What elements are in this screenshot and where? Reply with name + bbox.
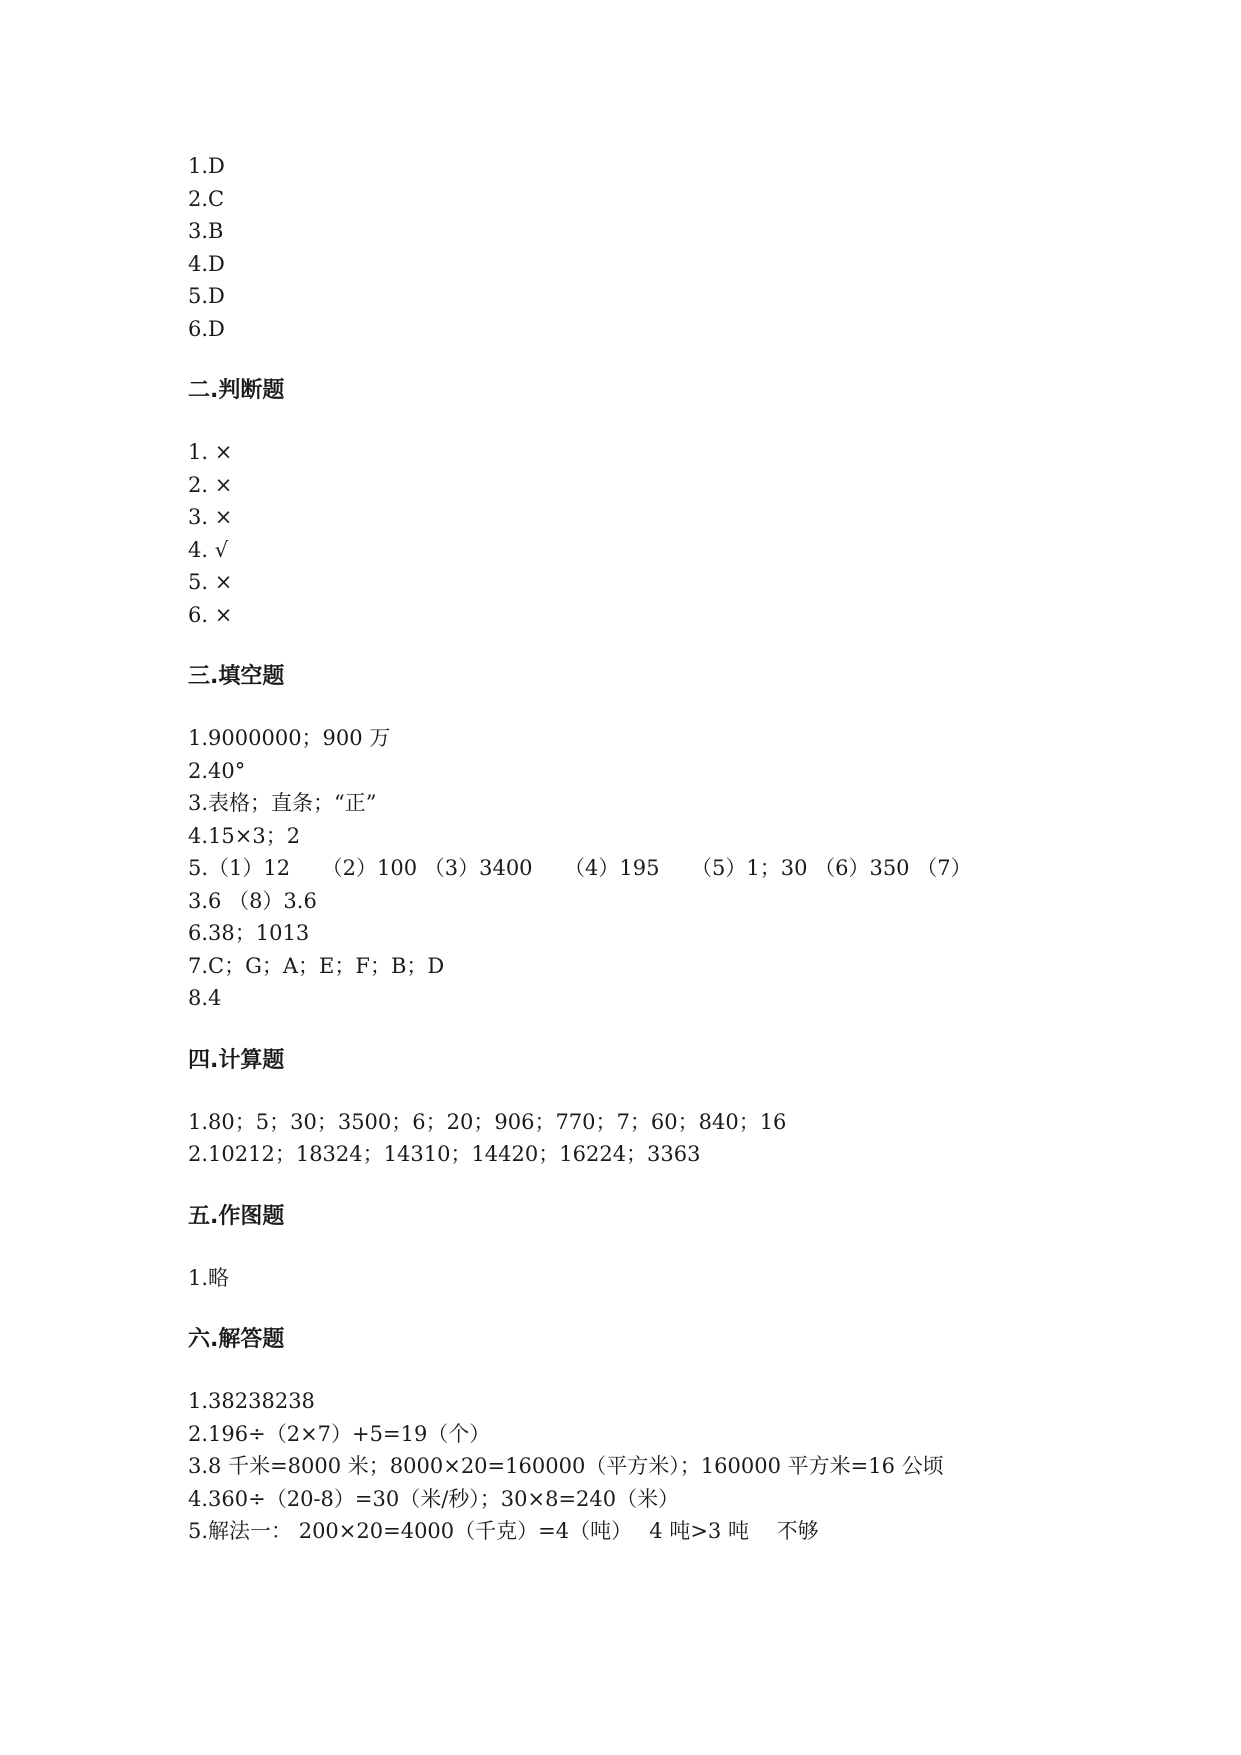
answer-line: 1.9000000；900 万 (188, 726, 391, 750)
answer-line: 6. × (188, 602, 233, 627)
section-judgement (188, 375, 1088, 631)
answer-line: 3.6 （8）3.6 (188, 888, 317, 913)
answer-line: 1.D (188, 154, 225, 178)
answer-line: 6.D (188, 316, 225, 341)
answer-line: 2.196÷（2×7）+5=19（个） (188, 1421, 491, 1446)
answer-line: 2.40° (188, 758, 246, 783)
answer-line: 1.80；5；30；3500；6；20；906；770；7；60；840；16 (188, 1109, 787, 1134)
answer-sheet (188, 150, 1088, 1548)
answer-line: 1.略 (188, 1265, 230, 1290)
answer-line: 2. × (188, 472, 233, 497)
section-heading: 五.作图题 (188, 1203, 285, 1229)
answer-line: 2.10212；18324；14310；14420；16224；3363 (188, 1142, 701, 1166)
section-heading: 六.解答题 (188, 1327, 285, 1352)
answer-line: 4.15×3；2 (188, 823, 301, 848)
section-solutions (188, 1324, 1088, 1548)
answer-line: 8.4 (188, 986, 222, 1010)
answer-line: 4. √ (188, 537, 229, 562)
answer-line: 5.D (188, 284, 225, 308)
answer-line: 3. × (188, 505, 233, 529)
section-heading: 二.判断题 (188, 378, 285, 403)
answer-line: 1. × (188, 440, 233, 464)
answer-line: 3.表格；直条；“正” (188, 791, 377, 815)
answer-line: 5.（1）12 （2）100 （3）3400 （4）195 （5）1；30 （6）350 （7） (188, 856, 972, 880)
answer-line: 5. × (188, 570, 233, 594)
answer-line: 1.38238238 (188, 1389, 315, 1413)
answer-line: 3.B (188, 219, 224, 243)
answer-line: 6.38；1013 (188, 921, 310, 945)
section-heading: 三.填空题 (188, 664, 285, 689)
section-heading: 四.计算题 (188, 1047, 285, 1073)
answer-line: 7.C；G；A；E；F；B；D (188, 953, 445, 978)
section-fill-blank (188, 661, 1088, 1015)
section-drawing (188, 1201, 1088, 1295)
section-choice (188, 150, 1088, 345)
answer-line: 5.解法一： 200×20=4000（千克）=4（吨） 4 吨>3 吨 不够 (188, 1519, 819, 1543)
answer-line: 4.D (188, 251, 225, 276)
answer-line: 2.C (188, 186, 225, 211)
section-calculation (188, 1045, 1088, 1171)
answer-line: 3.8 千米=8000 米；8000×20=160000（平方米）；160000 平方米=16 公顷 (188, 1454, 944, 1478)
answer-line: 4.360÷（20-8）=30（米/秒）；30×8=240（米） (188, 1486, 680, 1511)
